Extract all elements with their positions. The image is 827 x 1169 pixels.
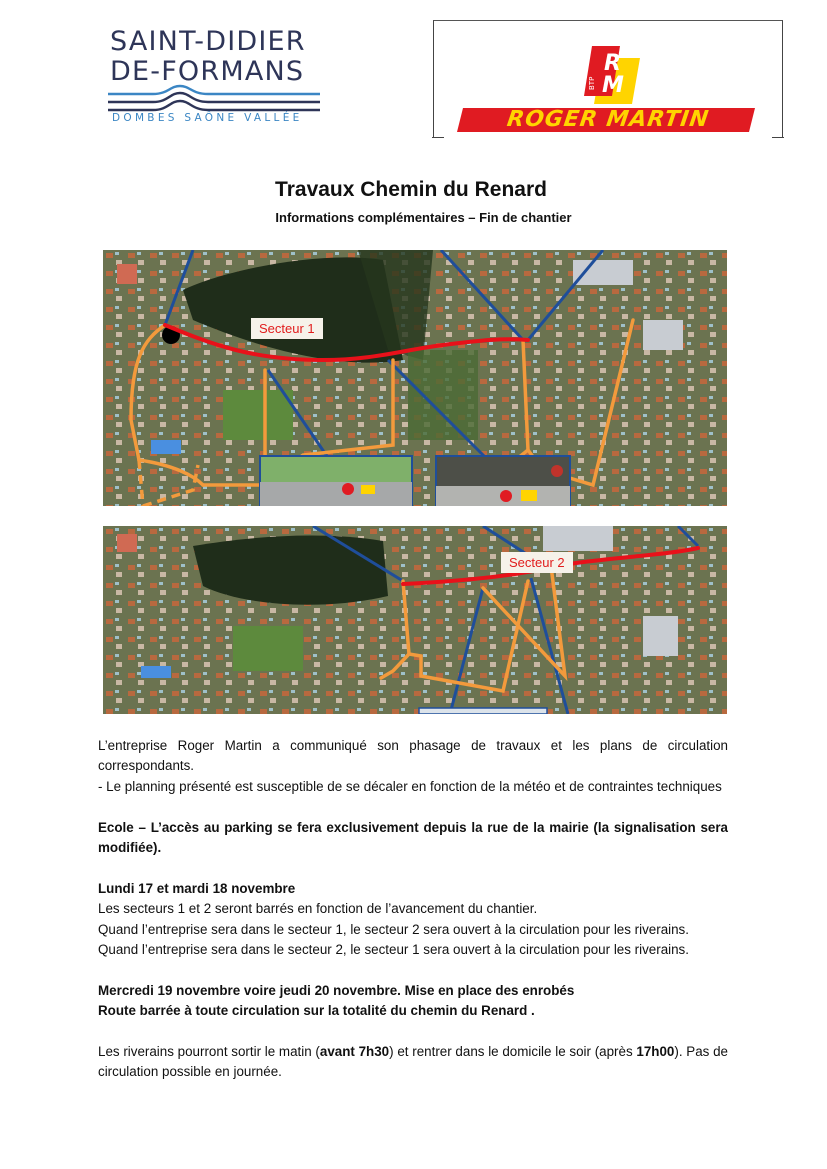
phase2-heading xyxy=(98,981,728,1001)
phase1-line: Les secteurs 1 et 2 seront barrés en fonction de l’avancement du chantier. xyxy=(98,901,538,917)
frame-corner xyxy=(432,137,444,139)
school-notice xyxy=(98,818,728,859)
phase1-line: Quand l’entreprise sera dans le secteur 2, le secteur 1 sera ouvert à la circulation pour les riverains. xyxy=(98,942,689,958)
phase2-heading-line1: Mercredi 19 novembre voire jeudi 20 novembre. Mise en place des enrobés xyxy=(98,982,575,998)
phase1-heading-text: Lundi 17 et mardi 18 novembre xyxy=(98,880,296,896)
residents-text: ). Pas de circulation possible en journée. xyxy=(98,1044,728,1080)
sector-1-label: Secteur 1 xyxy=(251,318,323,339)
phase2-subheading xyxy=(98,1001,728,1021)
aerial-map-1 xyxy=(103,250,727,506)
rm-btp-emblem-icon xyxy=(582,46,640,104)
svg-text:M: M xyxy=(602,73,624,98)
saint-didier-logo xyxy=(108,28,320,132)
logo-tagline: DOMBES SAÔNE VALLÉE xyxy=(112,112,303,124)
school-notice-text: Ecole – L’accès au parking se fera exclusivement depuis la rue de la mairie (la signalisation sera modifiée). xyxy=(98,819,728,856)
residents-time-morning: avant 7h30 xyxy=(319,1044,390,1060)
page-title-text: Travaux Chemin du Renard xyxy=(275,178,547,201)
sector-2-label: Secteur 2 xyxy=(501,552,573,573)
inset-photo-2 xyxy=(436,456,570,506)
page-title xyxy=(0,178,827,202)
phase2-heading-line2: Route barrée à toute circulation sur la totalité du chemin du Renard . xyxy=(98,1003,535,1019)
frame-corner xyxy=(772,137,784,139)
residents-text: ) et rentrer dans le domicile le soir (après xyxy=(389,1044,637,1060)
page-subtitle: Informations complémentaires – Fin de chantier xyxy=(275,210,572,225)
body-text xyxy=(98,736,728,1083)
logo-town-line2: DE-FORMANS xyxy=(110,56,305,87)
phase1-heading xyxy=(98,879,728,899)
phase1-line: Quand l’entreprise sera dans le secteur 1, le secteur 2 sera ouvert à la circulation pour les riverains. xyxy=(98,921,689,937)
intro-paragraph: L’entreprise Roger Martin a communiqué son phasage de travaux et les plans de circulation correspondants. xyxy=(98,738,728,774)
planning-note: - Le planning présenté est susceptible de se décaler en fonction de la météo et de contraintes techniques xyxy=(98,778,722,794)
logo-town-line1: SAINT-DIDIER xyxy=(110,26,306,57)
svg-text:BTP: BTP xyxy=(588,76,596,90)
svg-text:R: R xyxy=(604,51,621,76)
logo-company-name: ROGER MARTIN xyxy=(505,107,711,132)
map-sector-2 xyxy=(103,526,727,714)
residents-time-evening: 17h00 xyxy=(636,1044,675,1060)
wave-lines-icon xyxy=(108,84,320,112)
inset-photo-1 xyxy=(260,456,412,506)
roger-martin-logo xyxy=(433,20,783,137)
residents-paragraph xyxy=(98,1042,728,1083)
aerial-map-2 xyxy=(103,526,727,714)
residents-text: Les riverains pourront sortir le matin ( xyxy=(98,1044,320,1060)
map-sector-1 xyxy=(103,250,727,506)
